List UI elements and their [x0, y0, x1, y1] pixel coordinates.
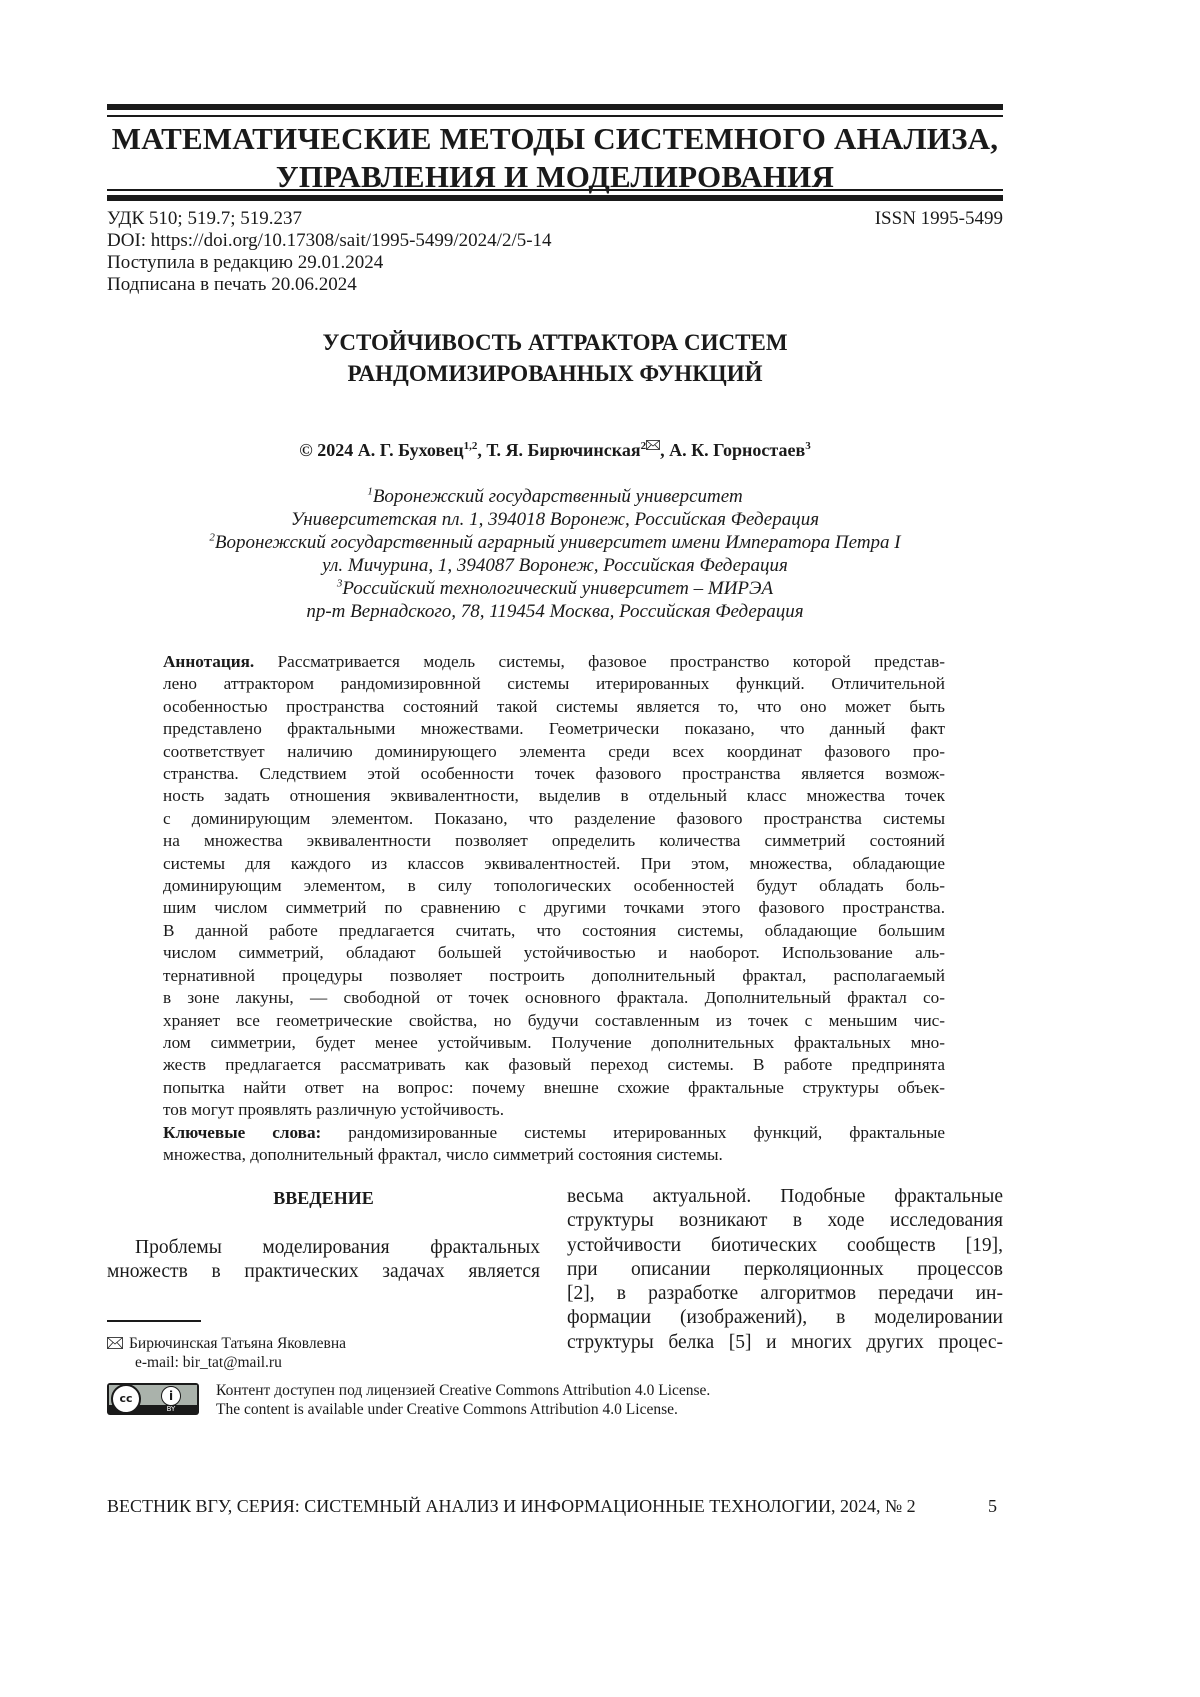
- doi-link[interactable]: DOI: https://doi.org/10.17308/sait/1995-5499/2024/2/5-14: [107, 230, 552, 252]
- text-line: [567, 1306, 1003, 1330]
- affiliation-line: 3Российский технологический университет – МИРЭА: [107, 577, 1003, 600]
- text-line: [163, 718, 945, 740]
- line-text: В данной работе предлагается считать, что состояния системы, обладающие большим: [163, 921, 945, 940]
- authors: [107, 440, 1003, 461]
- line-text: множества, дополнительный фрактал, число симметрий состояния системы.: [163, 1145, 723, 1164]
- author-1: © 2024 А. Г. Буховец: [299, 440, 463, 460]
- text-line: [567, 1185, 1003, 1209]
- line-text: устойчивости биотических сообществ [19],: [567, 1235, 1003, 1256]
- intro-left-column: [107, 1236, 540, 1285]
- text-line: [107, 1236, 540, 1260]
- line-text: в зоне лакуны, — свободной от точек основного фрактала. Дополнительный фрактал со-: [163, 988, 945, 1007]
- header-rule-thick-top: [107, 104, 1003, 110]
- text-line: [107, 1260, 540, 1284]
- line-text: особенностью пространства состояний такой системы является то, что оно может быть: [163, 697, 945, 716]
- line-text: рандомизированные системы итерированных функций, фрактальные: [348, 1123, 945, 1142]
- text-line: [163, 965, 945, 987]
- line-text: шим числом симметрий по сравнению с другими точками этого фазового пространства.: [163, 898, 945, 917]
- received-date: Поступила в редакцию 29.01.2024: [107, 252, 552, 274]
- line-text: доминирующим элементом, в силу топологических особенностей будут обладать боль-: [163, 876, 945, 895]
- affiliation-line: пр-т Вернадского, 78, 119454 Москва, Российская Федерация: [107, 600, 1003, 623]
- text-line: [163, 1077, 945, 1099]
- line-text: Рассматривается модель системы, фазовое пространство которой представ-: [278, 652, 945, 671]
- envelope-icon: [107, 1337, 123, 1349]
- line-text: на множества эквивалентности позволяет определить количества симметрий состояний: [163, 831, 945, 850]
- header-rule-thin-bottom: [107, 189, 1003, 191]
- license-ru: Контент доступен под лицензией Creative Commons Attribution 4.0 License.: [216, 1381, 710, 1400]
- corresponding-author-footnote: [107, 1334, 346, 1372]
- signed-date: Подписана в печать 20.06.2024: [107, 274, 552, 296]
- author-3: , А. К. Горностаев: [660, 440, 805, 460]
- affiliation-line: 2Воронежский государственный аграрный университет имени Императора Петра I: [107, 531, 1003, 554]
- section-header: [107, 120, 1003, 196]
- text-line: [163, 942, 945, 964]
- affiliations: [107, 485, 1003, 623]
- line-text: представлено фрактальными множествами. Геометрически показано, что данный факт: [163, 719, 945, 738]
- running-footer-journal: ВЕСТНИК ВГУ, СЕРИЯ: СИСТЕМНЫЙ АНАЛИЗ И ИНФОРМАЦИОННЫЕ ТЕХНОЛОГИИ, 2024, № 2: [107, 1496, 916, 1517]
- license-text: [216, 1381, 710, 1419]
- line-text: жеств предлагается рассматривать как фазовый переход системы. В работе предпринята: [163, 1055, 945, 1074]
- text-line: [567, 1209, 1003, 1233]
- line-text: соответствует наличию доминирующего элемента среди всех координат фазового про-: [163, 742, 945, 761]
- affiliation-line: Университетская пл. 1, 394018 Воронеж, Российская Федерация: [107, 508, 1003, 531]
- text-line: [163, 1122, 945, 1144]
- header-rule-thick-bottom: [107, 195, 1003, 201]
- badge-by-text: BY: [147, 1405, 195, 1413]
- line-text: лено аттрактором рандомизировнной системы итерированных функций. Отличительной: [163, 674, 945, 693]
- text-line: [163, 897, 945, 919]
- line-text: [2], в разработке алгоритмов передачи ин-: [567, 1283, 1003, 1304]
- line-text: тернативной процедуры позволяет построить дополнительный фрактал, располагаемый: [163, 966, 945, 985]
- page-number: 5: [988, 1496, 997, 1517]
- line-text: весьма актуальной. Подобные фрактальные: [567, 1186, 1003, 1207]
- text-line: [163, 1144, 945, 1166]
- text-line: [163, 875, 945, 897]
- text-line: [567, 1234, 1003, 1258]
- text-line: [163, 696, 945, 718]
- line-text: множеств в практических задачах является: [107, 1261, 540, 1282]
- line-text: лом симметрии, будет менее устойчивым. Получение дополнительных фрактальных мно-: [163, 1033, 945, 1052]
- author-3-affil: 3: [805, 440, 811, 452]
- section-header-line2: УПРАВЛЕНИЯ И МОДЕЛИРОВАНИЯ: [107, 158, 1003, 196]
- article-title-line2: РАНДОМИЗИРОВАННЫХ ФУНКЦИЙ: [107, 358, 1003, 389]
- author-2-affil: 2: [641, 440, 647, 452]
- line-text: с доминирующим элементом. Показано, что разделение фазового пространства системы: [163, 809, 945, 828]
- text-line: [163, 1032, 945, 1054]
- footnote-email[interactable]: e-mail: bir_tat@mail.ru: [107, 1353, 346, 1372]
- line-text: формации (изображений), в моделировании: [567, 1307, 1003, 1328]
- line-text: ность задать отношения эквивалентности, выделив в отдельный класс множества точек: [163, 786, 945, 805]
- footnote-name: Бирючинская Татьяна Яковлевна: [129, 1335, 346, 1352]
- cc-by-badge[interactable]: [107, 1383, 199, 1415]
- line-text: системы для каждого из классов эквивалентностей. При этом, множества, обладающие: [163, 854, 945, 873]
- text-line: [163, 741, 945, 763]
- intro-right-column: [567, 1185, 1003, 1355]
- text-line: [163, 651, 945, 673]
- text-line: [163, 853, 945, 875]
- affiliation-line: 1Воронежский государственный университет: [107, 485, 1003, 508]
- line-text: храняет все геометрические свойства, но будучи составленным из точек с меньшим чис-: [163, 1011, 945, 1030]
- intro-heading: ВВЕДЕНИЕ: [107, 1186, 540, 1210]
- text-line: [163, 1099, 945, 1121]
- article-meta: [107, 208, 552, 296]
- text-line: [163, 1054, 945, 1076]
- text-line: [163, 808, 945, 830]
- text-line: [163, 1010, 945, 1032]
- line-text: тов могут проявлять различную устойчивость.: [163, 1100, 504, 1119]
- text-line: [163, 830, 945, 852]
- attribution-person-icon: i: [161, 1386, 181, 1406]
- line-text: Проблемы моделирования фрактальных: [135, 1237, 540, 1258]
- line-text: попытка найти ответ на вопрос: почему внешне схожие фрактальные структуры объек-: [163, 1078, 945, 1097]
- section-header-line1: МАТЕМАТИЧЕСКИЕ МЕТОДЫ СИСТЕМНОГО АНАЛИЗА,: [107, 120, 1003, 158]
- label: Ключевые слова:: [163, 1123, 321, 1142]
- license-en: The content is available under Creative Commons Attribution 4.0 License.: [216, 1400, 710, 1419]
- abstract: [163, 651, 945, 1166]
- text-line: [567, 1331, 1003, 1355]
- text-line: [163, 785, 945, 807]
- udk: УДК 510; 519.7; 519.237: [107, 208, 552, 230]
- text-line: [567, 1258, 1003, 1282]
- label: Аннотация.: [163, 652, 254, 671]
- text-line: [163, 763, 945, 785]
- line-text: структуры белка [5] и многих других процес-: [567, 1332, 1003, 1353]
- text-line: [163, 987, 945, 1009]
- author-2: , Т. Я. Бирючинская: [477, 440, 640, 460]
- article-title-line1: УСТОЙЧИВОСТЬ АТТРАКТОРА СИСТЕМ: [107, 327, 1003, 358]
- author-1-affil: 1,2: [464, 440, 478, 452]
- issn: ISSN 1995-5499: [875, 208, 1003, 230]
- line-text: числом симметрий, обладают большей устойчивостью и наоборот. Использование аль-: [163, 943, 945, 962]
- text-line: [567, 1282, 1003, 1306]
- text-line: [163, 920, 945, 942]
- text-line: [163, 673, 945, 695]
- cc-icon: cc: [111, 1384, 141, 1414]
- affiliation-line: ул. Мичурина, 1, 394087 Воронеж, Российская Федерация: [107, 554, 1003, 577]
- line-text: структуры возникают в ходе исследования: [567, 1210, 1003, 1231]
- footnote-rule: [107, 1320, 201, 1322]
- header-rule-thin-top: [107, 115, 1003, 117]
- line-text: странства. Следствием этой особенности точек фазового пространства является возмож-: [163, 764, 945, 783]
- line-text: при описании перколяционных процессов: [567, 1259, 1003, 1280]
- envelope-icon: [646, 440, 660, 450]
- article-title: [107, 327, 1003, 389]
